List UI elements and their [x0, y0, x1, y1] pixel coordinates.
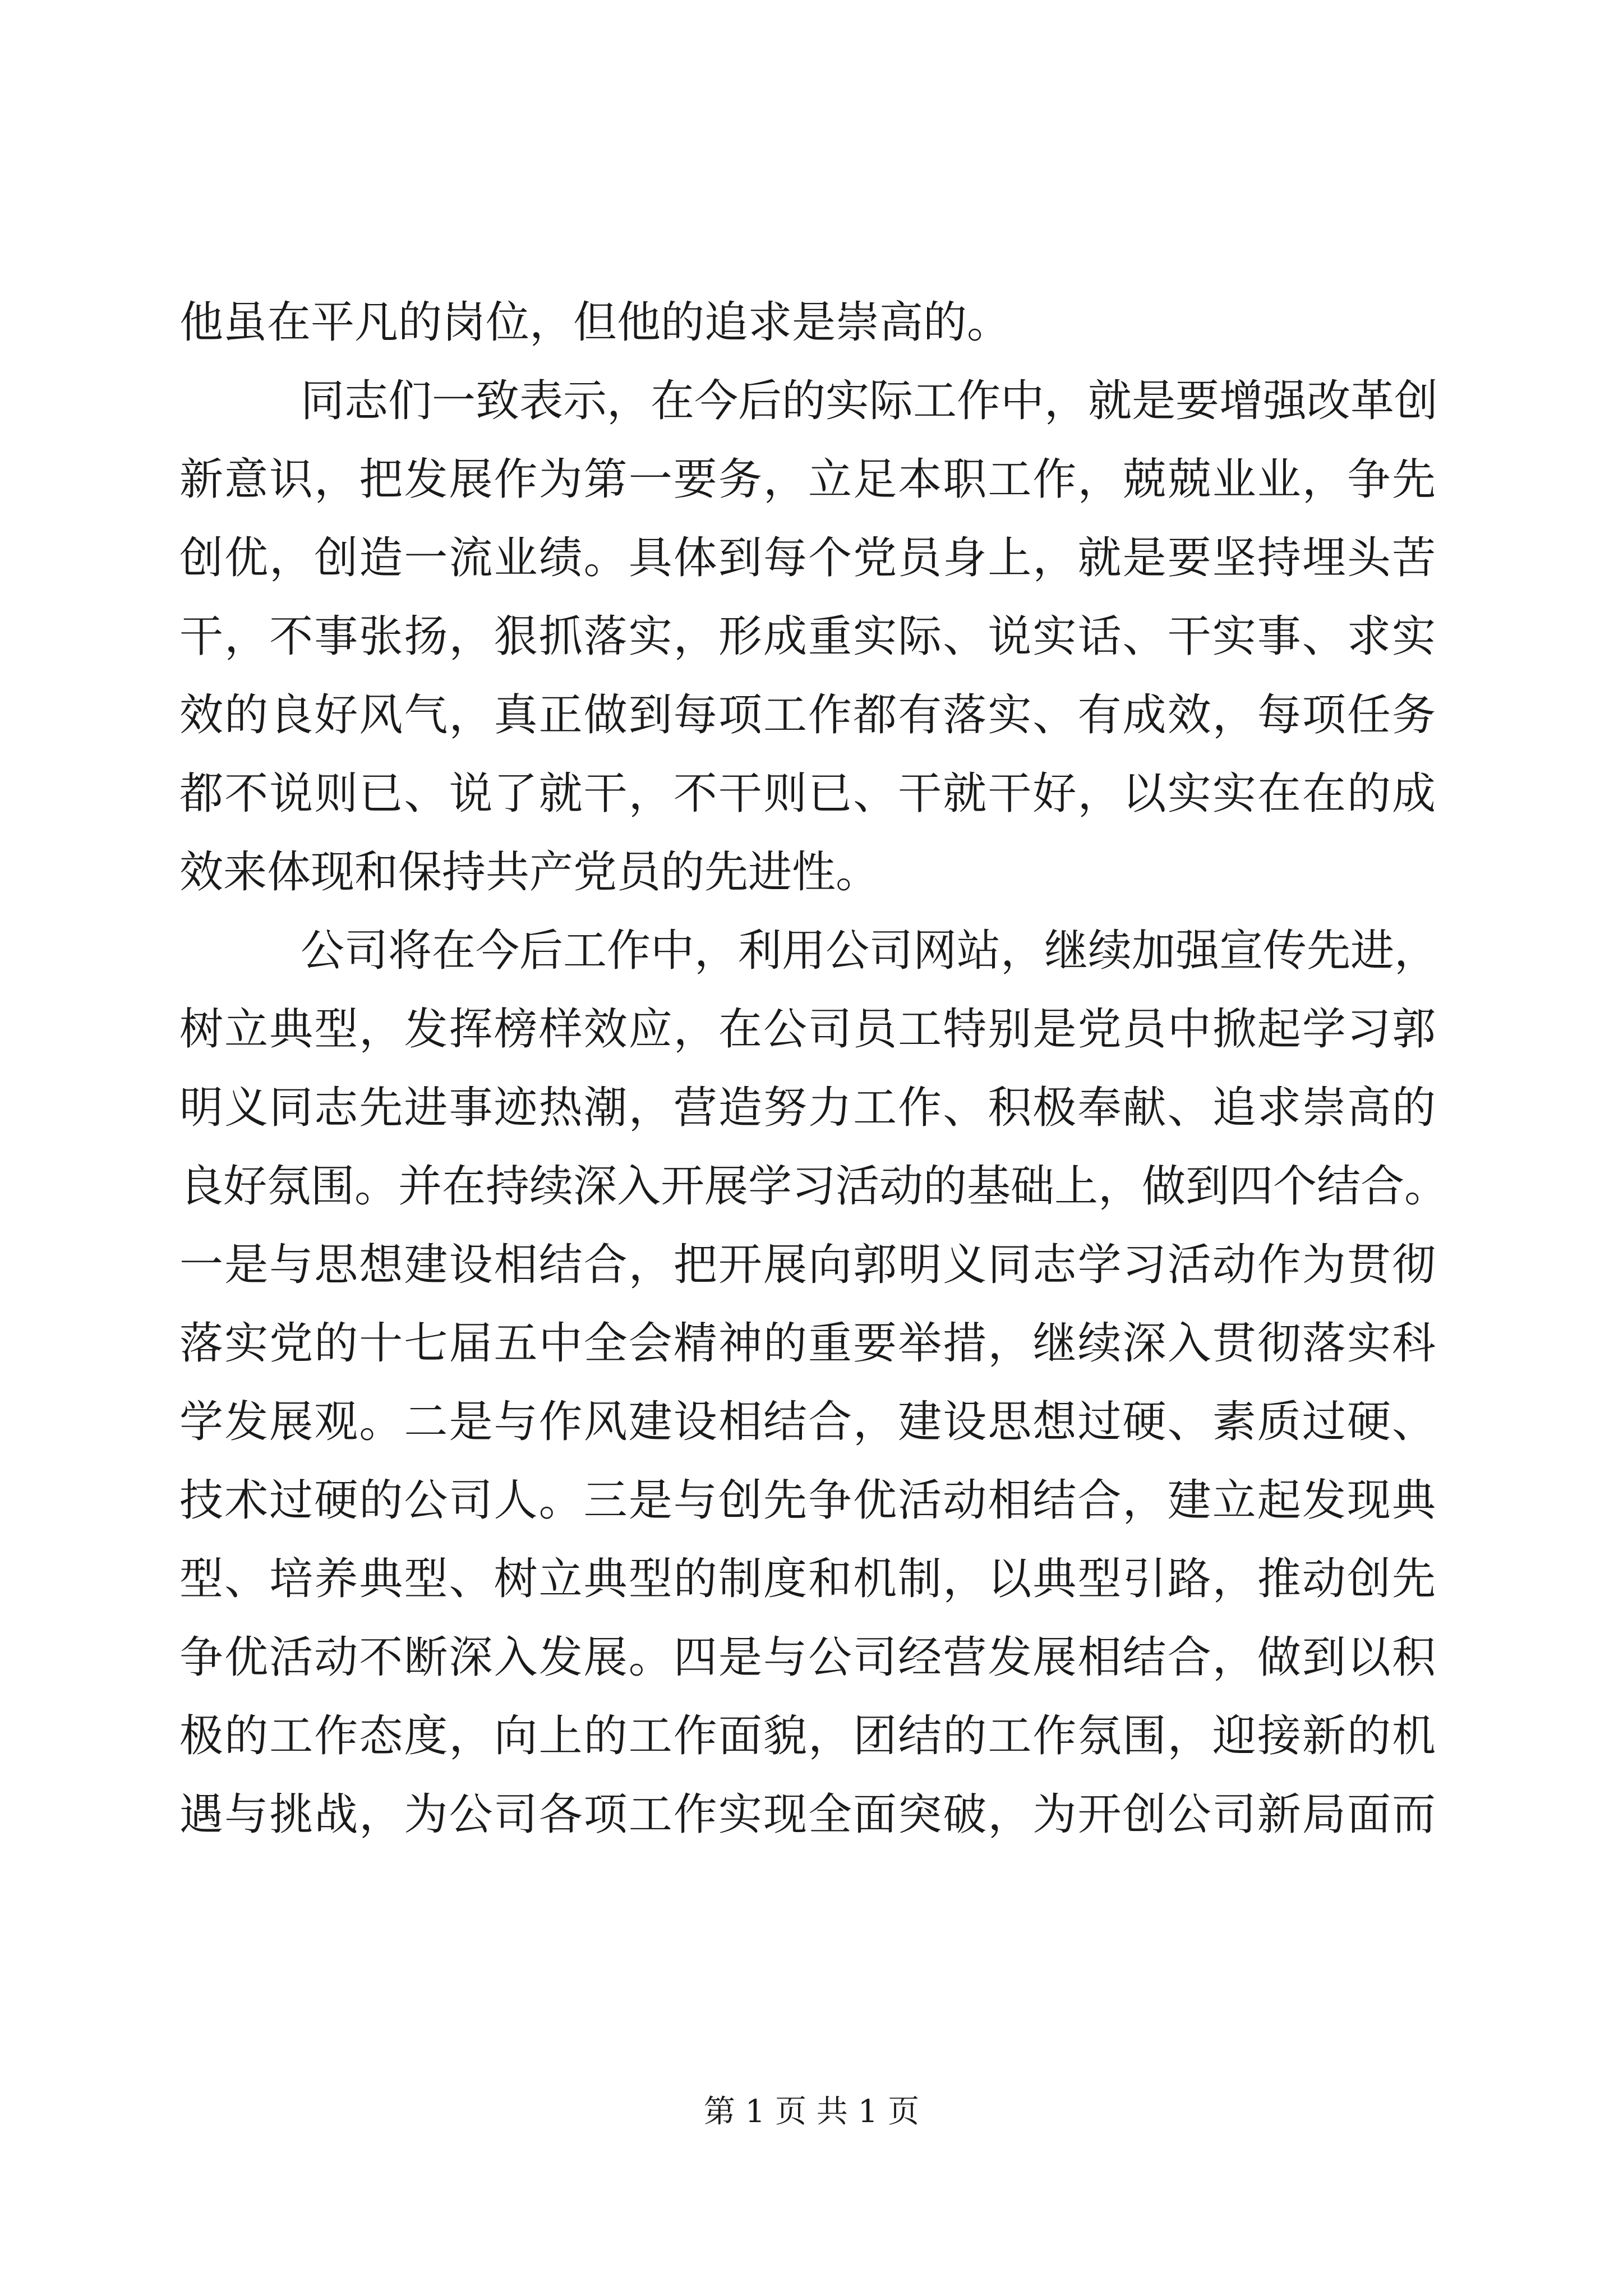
text-line: 创优，创造一流业绩。具体到每个党员身上，就是要坚持埋头苦 — [179, 533, 1436, 583]
text-line: 型、培养典型、树立典型的制度和机制，以典型引路，推动创先 — [179, 1554, 1436, 1604]
text-line: 极的工作态度，向上的工作面貌，团结的工作氛围，迎接新的机 — [179, 1711, 1436, 1761]
text-line: 遇与挑战，为公司各项工作实现全面突破，为开创公司新局面而 — [179, 1789, 1436, 1840]
text-line: 树立典型，发挥榜样效应，在公司员工特别是党员中掀起学习郭 — [179, 1004, 1436, 1055]
text-line: 都不说则已、说了就干，不干则已、干就干好，以实实在在的成 — [179, 769, 1436, 819]
text-line: 争优活动不断深入发展。四是与公司经营发展相结合，做到以积 — [179, 1632, 1436, 1683]
text-line: 良好氛围。并在持续深入开展学习活动的基础上，做到四个结合。 — [179, 1161, 1449, 1212]
text-line: 他虽在平凡的岗位，但他的追求是崇高的。 — [179, 297, 1011, 348]
text-line: 一是与思想建设相结合，把开展向郭明义同志学习活动作为贯彻 — [179, 1240, 1436, 1290]
page-number-footer: 第 1 页 共 1 页 — [703, 2093, 920, 2130]
text-line: 学发展观。二是与作风建设相结合，建设思想过硬、素质过硬、 — [179, 1397, 1436, 1447]
text-line: 落实党的十七届五中全会精神的重要举措，继续深入贯彻落实科 — [179, 1318, 1436, 1369]
text-line: 干，不事张扬，狠抓落实，形成重实际、说实话、干实事、求实 — [179, 611, 1436, 662]
text-line: 效的良好风气，真正做到每项工作都有落实、有成效，每项任务 — [179, 690, 1436, 740]
text-line: 效来体现和保持共产党员的先进性。 — [179, 847, 880, 898]
text-line: 明义同志先进事迹热潮，营造努力工作、积极奉献、追求崇高的 — [179, 1083, 1436, 1133]
text-line: 公司将在今后工作中，利用公司网站，继续加强宣传先进， — [301, 926, 1438, 976]
text-line: 技术过硬的公司人。三是与创先争优活动相结合，建立起发现典 — [179, 1475, 1436, 1526]
text-line: 新意识，把发展作为第一要务，立足本职工作，兢兢业业，争先 — [179, 454, 1436, 505]
text-line: 同志们一致表示，在今后的实际工作中，就是要增强改革创 — [301, 376, 1438, 426]
